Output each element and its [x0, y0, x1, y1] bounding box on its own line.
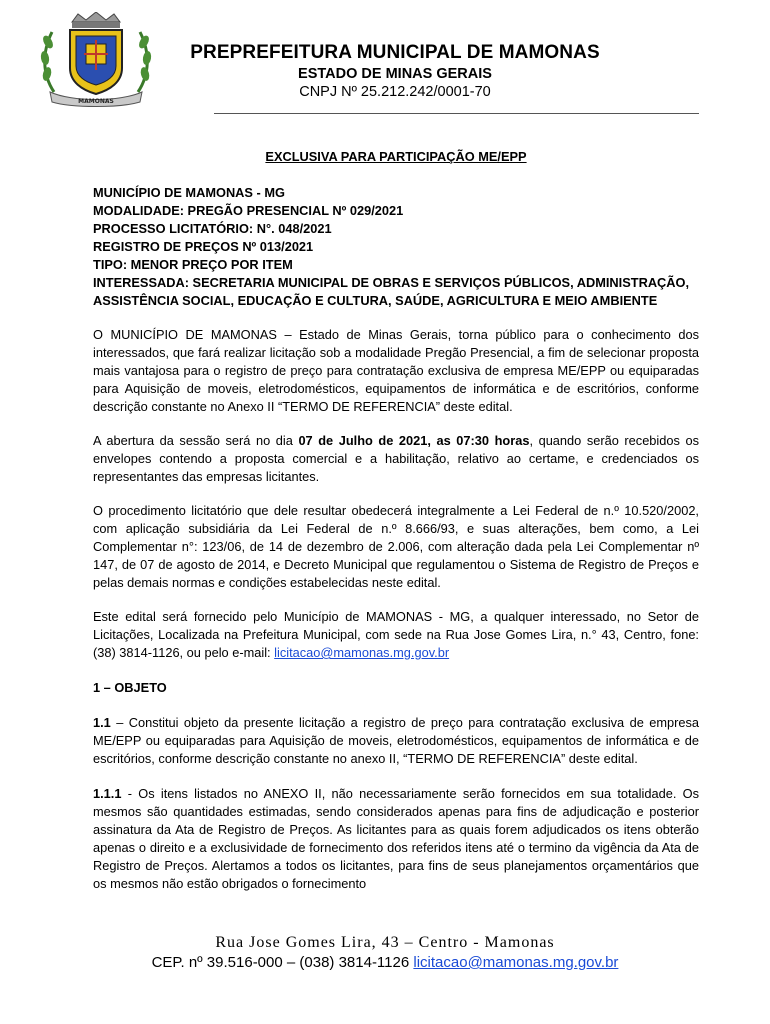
clause-number: 1.1.1: [93, 786, 122, 801]
meta-line: MODALIDADE: PREGÃO PRESENCIAL Nº 029/2021: [93, 203, 404, 218]
session-date: 07 de Julho de 2021, as 07:30 horas: [298, 433, 530, 448]
clause-1-1: [93, 714, 699, 768]
section-heading-objeto: 1 – OBJETO: [93, 680, 167, 695]
document-body: [93, 148, 699, 893]
session-text-rest: , quando serão recebidos os envelopes contendo a proposta comercial e a habilitação, relativo ao certame, e credenciados os representantes das empresas licitantes.: [93, 433, 699, 484]
clause-number: 1.1: [93, 715, 111, 730]
legal-basis-paragraph: O procedimento licitatório que dele resultar obedecerá integralmente a Lei Federal de n.º 10.520/2002, com aplicação subsidiária da Lei Federal de n.º 8.666/93, e suas alterações, bem como, a Lei Complementar n°: 123/06, de 14 de dezembro de 2.006, com alteração dada pela Lei Complementar nº 147, de 07 de agosto de 2014, e Decreto Municipal que regulamentou o Sistema de Registro de Preços e pelas demais normas e condições estabelecidas neste edital.: [93, 503, 699, 590]
intro-paragraph: O MUNICÍPIO DE MAMONAS – Estado de Minas Gerais, torna público para o conhecimento dos interessados, que fará realizar licitação sob a modalidade Pregão Presencial, a fim de selecionar proposta mais vantajosa para o registro de preço para contratação exclusiva de empresa ME/EPP ou equiparadas para Aquisição de moveis, eletrodomésticos, equipamentos de informática e de escritórios, conforme descrição constante no Anexo II “TERMO DE REFERENCIA” deste edital.: [93, 327, 699, 414]
footer-email-link[interactable]: licitacao@mamonas.mg.gov.br: [413, 954, 619, 971]
page-title: PREPREFEITURA MUNICIPAL DE MAMONAS: [190, 42, 600, 63]
meta-line: PROCESSO LICITATÓRIO: N°. 048/2021: [93, 221, 332, 236]
clause-1-1-1: [93, 785, 699, 893]
bid-metadata: [93, 184, 699, 310]
clause-text: - Os itens listados no ANEXO II, não necessariamente serão fornecidos em sua totalidade. Os mesmos são quantidades estimadas, sendo considerados apenas para fins de adjudicação e posterior assinatura da Ata de Registro de Preços. As licitantes para as quais forem adjudicados os itens obterão apenas o direito e a exclusividade de fornecimento dos referidos itens até o termino da vigência da Ata de Registro de Preços. Alertamos a todos os licitantes, para fins de seus planejamentos orçamentários que os mesmos não estão obrigados o fornecimento: [93, 786, 699, 891]
meta-line: REGISTRO DE PREÇOS Nº 013/2021: [93, 239, 314, 254]
state-subtitle: ESTADO DE MINAS GERAIS: [298, 66, 492, 82]
page-footer: [0, 934, 770, 971]
footer-cep-phone: CEP. nº 39.516-000 – (038) 3814-1126: [151, 954, 414, 971]
meta-line: MUNICÍPIO DE MAMONAS - MG: [93, 185, 285, 200]
meta-line: ASSISTÊNCIA SOCIAL, EDUCAÇÃO E CULTURA, SAÚDE, AGRICULTURA E MEIO AMBIENTE: [93, 293, 658, 308]
letterhead: [0, 0, 770, 120]
exclusive-title: EXCLUSIVA PARA PARTICIPAÇÃO ME/EPP: [265, 149, 527, 164]
clause-text: – Constitui objeto da presente licitação a registro de preço para contratação exclusiva de empresa ME/EPP ou equiparadas para Aquisição de moveis, eletrodomésticos, equipamentos de informática e de escritórios, conforme descrição constante no anexo II, “TERMO DE REFERENCIA” deste edital.: [93, 715, 699, 766]
cnpj-line: CNPJ Nº 25.212.242/0001-70: [299, 84, 491, 100]
availability-paragraph: [93, 608, 699, 662]
availability-text: Este edital será fornecido pelo Município de MAMONAS - MG, a qualquer interessado, no Setor de Licitações, Localizada na Prefeitura Municipal, com sede na Rua Jose Gomes Lira, n.° 43, Centro, fone: (38) 3814-1126, ou pelo e-mail:: [93, 609, 699, 660]
meta-line: INTERESSADA: SECRETARIA MUNICIPAL DE OBRAS E SERVIÇOS PÚBLICOS, ADMINISTRAÇÃO,: [93, 275, 690, 290]
email-link[interactable]: licitacao@mamonas.mg.gov.br: [274, 645, 450, 660]
footer-address: Rua Jose Gomes Lira, 43 – Centro - Mamonas: [215, 934, 555, 951]
session-paragraph: [93, 432, 699, 486]
meta-line: TIPO: MENOR PREÇO POR ITEM: [93, 257, 293, 272]
municipal-coat-of-arms-icon: [36, 12, 156, 108]
footer-contact: [0, 954, 770, 971]
header-divider: [214, 113, 699, 114]
session-text: A abertura da sessão será no dia: [93, 433, 299, 448]
svg-text:MAMONAS: MAMONAS: [78, 98, 114, 105]
